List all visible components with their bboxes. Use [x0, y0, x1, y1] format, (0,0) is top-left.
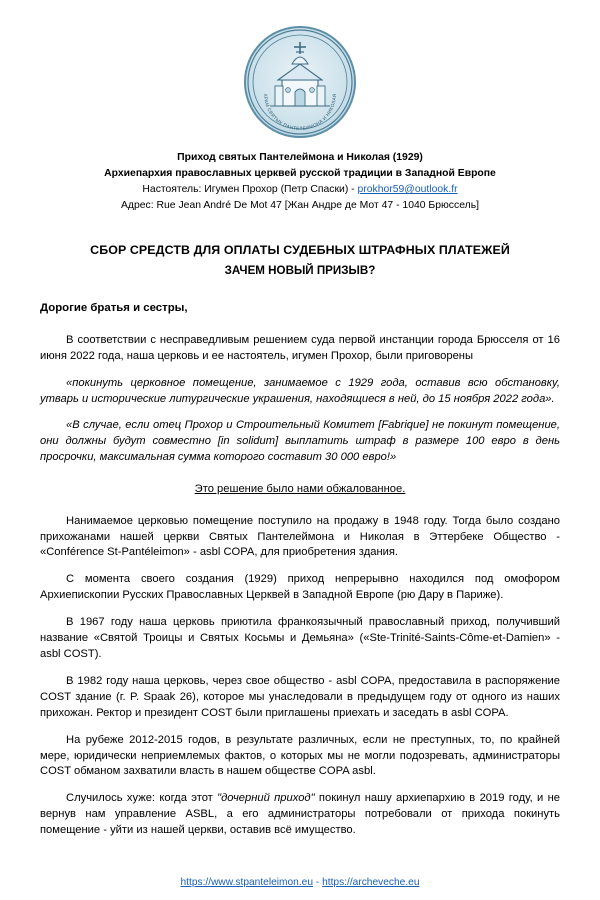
footer-link-parish[interactable]: https://www.stpanteleimon.eu — [180, 876, 314, 888]
paragraph-4: В 1967 году наша церковь приютила франкоязычный православный приход, получивший название «Святой Троицы и Святых Косьмы и Демьяна» («Ste-Trinité-Saints-Côme-et-Damien» - asbl COST). — [40, 616, 560, 660]
paragraph-5: В 1982 году наша церковь, через свое общество - asbl COPA, предоставила в распоряжение COST здание (г. P. Spaak 26), которое мы унаследовали в предыдущем году от одного из наших прихожан. Ректор и президент COST были приглашены приехать и заседать в asbl COPA. — [40, 674, 560, 719]
archdiocese-name: Архиепархия православных церквей русской традиции в Западной Европе — [104, 168, 496, 180]
appeal-note — [40, 482, 560, 497]
church-emblem-icon — [244, 26, 356, 138]
footer-links — [0, 876, 600, 890]
rector-email-link[interactable]: prokhor59@outlook.fr — [357, 184, 458, 196]
parish-name: Приход святых Пантелеймона и Николая (1929) — [177, 152, 423, 163]
page-title: СБОР СРЕДСТВ ДЛЯ ОПЛАТЫ СУДЕБНЫХ ШТРАФНЫХ ПЛАТЕЖЕЙ — [90, 242, 510, 257]
page-subtitle: ЗАЧЕМ НОВЫЙ ПРИЗЫВ? — [224, 264, 376, 278]
salutation: Дорогие братья и сестры, — [40, 302, 188, 315]
footer-link-archdiocese[interactable]: https://archeveche.eu — [322, 876, 420, 888]
paragraph-3: С момента своего создания (1929) приход непрерывно находился под омофором Архиепископии Русских Православных Церквей в Западной Европе (рю Дару в Париже). — [40, 573, 560, 602]
logo-container — [40, 26, 560, 138]
paragraph-7 — [40, 791, 560, 839]
paragraph-7-after: покинул нашу архиепархию в 2019 году, и не вернув нам управление ASBL, а его администраторы потребовали от прихода покинуть помещение - уйти из нашей церкви, оставив всё имущество. — [40, 792, 560, 837]
appeal-note-text: Это решение было нами обжалованное. — [194, 483, 406, 496]
paragraph-7-before: Случилось хуже: когда этот — [66, 792, 218, 805]
footer-separator: - — [313, 876, 323, 888]
paragraph-1: В соответствии с несправедливым решением суда первой инстанции города Брюсселя от 16 июня 2022 года, наша церковь и ее настоятель, игумен Прохор, были приговорены — [40, 333, 560, 362]
address-line: Адрес: Rue Jean André De Mot 47 [Жан Андре де Мот 47 - 1040 Брюссель] — [121, 200, 479, 212]
paragraph-7-emphasis: "дочерний приход" — [217, 792, 315, 805]
document-header — [40, 150, 560, 215]
quote-1: «покинуть церковное помещение, занимаемое с 1929 года, оставив всю обстановку, утварь и исторические литургические украшения, находящиеся в ней, до 15 ноября 2022 года». — [40, 376, 560, 405]
paragraph-6: На рубеже 2012-2015 годов, в результате различных, если не преступных, то, по крайней мере, юридически неприемлемых фактов, о которых мы не могли подозревать, администраторы COST обманом захватили власть в нашем обществе COPA asbl. — [40, 733, 560, 778]
rector-label: Настоятель: Игумен Прохор (Петр Спаски) - — [142, 184, 358, 196]
paragraph-2: Нанимаемое церковью помещение поступило на продажу в 1948 году. Тогда было создано прихожанами нашей церкви Святых Пантелеймона и Николая в Эттербеке Общество - «Conférence St-Pantéleimon» - asbl COPA, для приобретения здания. — [40, 514, 560, 559]
svg-text:ХРАМ СВЯТЫХ ПАНТЕЛЕИМОНА И НИК: ХРАМ СВЯТЫХ ПАНТЕЛЕИМОНА И НИКОЛАЯ — [262, 93, 338, 132]
quote-2: «В случае, если отец Прохор и Строительный Комитет [Fabrique] не покинут помещение, они должны будут совместно [in solidum] выплатить штраф в размере 100 евро в день просрочки, максимальная сумма которого составит 30 000 евро!» — [40, 419, 560, 464]
rector-line — [40, 182, 560, 198]
